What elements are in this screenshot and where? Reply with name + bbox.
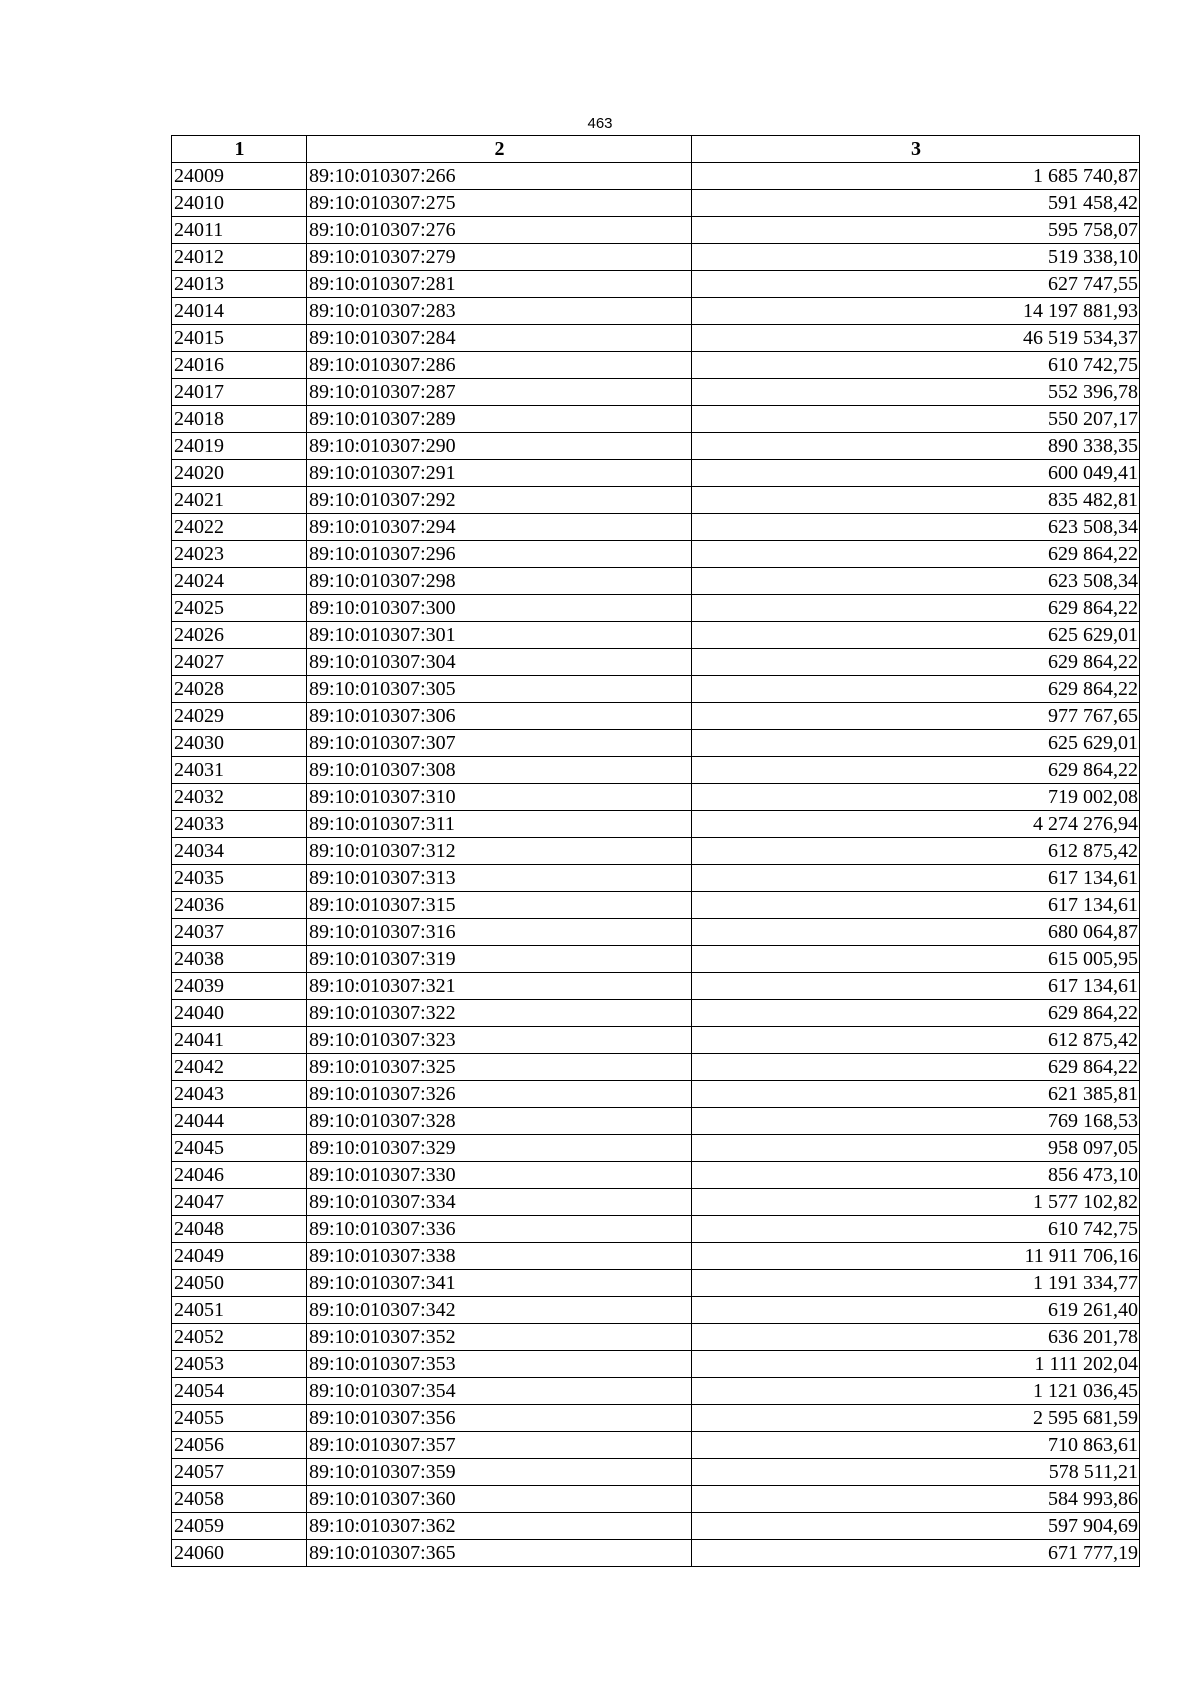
cadastral-number-cell: 89:10:010307:266 bbox=[307, 163, 692, 190]
cadastral-number-cell: 89:10:010307:329 bbox=[307, 1135, 692, 1162]
row-number-cell: 24050 bbox=[172, 1270, 307, 1297]
cadastral-number-cell: 89:10:010307:308 bbox=[307, 757, 692, 784]
value-cell: 584 993,86 bbox=[692, 1486, 1140, 1513]
table-row bbox=[172, 487, 1140, 514]
cadastral-number-cell: 89:10:010307:321 bbox=[307, 973, 692, 1000]
table-row bbox=[172, 1486, 1140, 1513]
cadastral-number-cell: 89:10:010307:336 bbox=[307, 1216, 692, 1243]
value-cell: 615 005,95 bbox=[692, 946, 1140, 973]
row-number-cell: 24010 bbox=[172, 190, 307, 217]
cadastral-number-cell: 89:10:010307:286 bbox=[307, 352, 692, 379]
row-number-cell: 24047 bbox=[172, 1189, 307, 1216]
row-number-cell: 24049 bbox=[172, 1243, 307, 1270]
column-header-2: 2 bbox=[307, 136, 692, 163]
cadastral-number-cell: 89:10:010307:357 bbox=[307, 1432, 692, 1459]
table-row bbox=[172, 541, 1140, 568]
cadastral-number-cell: 89:10:010307:323 bbox=[307, 1027, 692, 1054]
row-number-cell: 24033 bbox=[172, 811, 307, 838]
row-number-cell: 24014 bbox=[172, 298, 307, 325]
value-cell: 680 064,87 bbox=[692, 919, 1140, 946]
cadastral-number-cell: 89:10:010307:365 bbox=[307, 1540, 692, 1567]
cadastral-number-cell: 89:10:010307:362 bbox=[307, 1513, 692, 1540]
cadastral-number-cell: 89:10:010307:312 bbox=[307, 838, 692, 865]
value-cell: 625 629,01 bbox=[692, 622, 1140, 649]
value-cell: 617 134,61 bbox=[692, 973, 1140, 1000]
row-number-cell: 24034 bbox=[172, 838, 307, 865]
value-cell: 623 508,34 bbox=[692, 514, 1140, 541]
cadastral-number-cell: 89:10:010307:359 bbox=[307, 1459, 692, 1486]
table-row bbox=[172, 1297, 1140, 1324]
row-number-cell: 24060 bbox=[172, 1540, 307, 1567]
table-body bbox=[172, 163, 1140, 1567]
value-cell: 578 511,21 bbox=[692, 1459, 1140, 1486]
row-number-cell: 24057 bbox=[172, 1459, 307, 1486]
cadastral-number-cell: 89:10:010307:296 bbox=[307, 541, 692, 568]
row-number-cell: 24035 bbox=[172, 865, 307, 892]
table-row bbox=[172, 1405, 1140, 1432]
table-row bbox=[172, 190, 1140, 217]
cadastral-number-cell: 89:10:010307:330 bbox=[307, 1162, 692, 1189]
cadastral-number-cell: 89:10:010307:283 bbox=[307, 298, 692, 325]
value-cell: 14 197 881,93 bbox=[692, 298, 1140, 325]
cadastral-number-cell: 89:10:010307:300 bbox=[307, 595, 692, 622]
table-row bbox=[172, 1000, 1140, 1027]
column-header-1: 1 bbox=[172, 136, 307, 163]
row-number-cell: 24046 bbox=[172, 1162, 307, 1189]
table-row bbox=[172, 1351, 1140, 1378]
cadastral-number-cell: 89:10:010307:294 bbox=[307, 514, 692, 541]
cadastral-number-cell: 89:10:010307:310 bbox=[307, 784, 692, 811]
cadastral-number-cell: 89:10:010307:311 bbox=[307, 811, 692, 838]
table-row bbox=[172, 1378, 1140, 1405]
row-number-cell: 24011 bbox=[172, 217, 307, 244]
table-row bbox=[172, 568, 1140, 595]
cadastral-number-cell: 89:10:010307:352 bbox=[307, 1324, 692, 1351]
row-number-cell: 24040 bbox=[172, 1000, 307, 1027]
value-cell: 612 875,42 bbox=[692, 838, 1140, 865]
value-cell: 597 904,69 bbox=[692, 1513, 1140, 1540]
page-number: 463 bbox=[587, 115, 613, 132]
table-row bbox=[172, 1054, 1140, 1081]
row-number-cell: 24016 bbox=[172, 352, 307, 379]
row-number-cell: 24059 bbox=[172, 1513, 307, 1540]
table-row bbox=[172, 163, 1140, 190]
table-row bbox=[172, 865, 1140, 892]
cadastral-number-cell: 89:10:010307:353 bbox=[307, 1351, 692, 1378]
row-number-cell: 24042 bbox=[172, 1054, 307, 1081]
table-row bbox=[172, 1081, 1140, 1108]
table-row bbox=[172, 1270, 1140, 1297]
table-row bbox=[172, 1459, 1140, 1486]
row-number-cell: 24054 bbox=[172, 1378, 307, 1405]
row-number-cell: 24024 bbox=[172, 568, 307, 595]
cadastral-number-cell: 89:10:010307:287 bbox=[307, 379, 692, 406]
row-number-cell: 24018 bbox=[172, 406, 307, 433]
row-number-cell: 24036 bbox=[172, 892, 307, 919]
value-cell: 625 629,01 bbox=[692, 730, 1140, 757]
table-row bbox=[172, 622, 1140, 649]
table-row bbox=[172, 1513, 1140, 1540]
cadastral-number-cell: 89:10:010307:334 bbox=[307, 1189, 692, 1216]
table-row bbox=[172, 352, 1140, 379]
row-number-cell: 24043 bbox=[172, 1081, 307, 1108]
table-row bbox=[172, 271, 1140, 298]
table-row bbox=[172, 1243, 1140, 1270]
value-cell: 1 685 740,87 bbox=[692, 163, 1140, 190]
cadastral-number-cell: 89:10:010307:298 bbox=[307, 568, 692, 595]
value-cell: 629 864,22 bbox=[692, 595, 1140, 622]
cadastral-number-cell: 89:10:010307:276 bbox=[307, 217, 692, 244]
table-row bbox=[172, 433, 1140, 460]
row-number-cell: 24029 bbox=[172, 703, 307, 730]
row-number-cell: 24020 bbox=[172, 460, 307, 487]
table-header bbox=[172, 136, 1140, 163]
table-row bbox=[172, 919, 1140, 946]
cadastral-number-cell: 89:10:010307:290 bbox=[307, 433, 692, 460]
cadastral-number-cell: 89:10:010307:307 bbox=[307, 730, 692, 757]
cadastral-number-cell: 89:10:010307:289 bbox=[307, 406, 692, 433]
cadastral-number-cell: 89:10:010307:275 bbox=[307, 190, 692, 217]
table-row bbox=[172, 406, 1140, 433]
value-cell: 629 864,22 bbox=[692, 1054, 1140, 1081]
cadastral-number-cell: 89:10:010307:313 bbox=[307, 865, 692, 892]
cadastral-number-cell: 89:10:010307:328 bbox=[307, 1108, 692, 1135]
table-row bbox=[172, 676, 1140, 703]
table-row bbox=[172, 298, 1140, 325]
row-number-cell: 24030 bbox=[172, 730, 307, 757]
value-cell: 1 121 036,45 bbox=[692, 1378, 1140, 1405]
cadastral-number-cell: 89:10:010307:284 bbox=[307, 325, 692, 352]
row-number-cell: 24038 bbox=[172, 946, 307, 973]
cadastral-number-cell: 89:10:010307:342 bbox=[307, 1297, 692, 1324]
row-number-cell: 24015 bbox=[172, 325, 307, 352]
value-cell: 621 385,81 bbox=[692, 1081, 1140, 1108]
row-number-cell: 24021 bbox=[172, 487, 307, 514]
value-cell: 627 747,55 bbox=[692, 271, 1140, 298]
value-cell: 1 111 202,04 bbox=[692, 1351, 1140, 1378]
table-row bbox=[172, 217, 1140, 244]
table-row bbox=[172, 1135, 1140, 1162]
row-number-cell: 24032 bbox=[172, 784, 307, 811]
table-row bbox=[172, 1324, 1140, 1351]
cadastral-number-cell: 89:10:010307:325 bbox=[307, 1054, 692, 1081]
registry-table bbox=[171, 135, 1140, 1567]
value-cell: 46 519 534,37 bbox=[692, 325, 1140, 352]
table-row bbox=[172, 757, 1140, 784]
cadastral-number-cell: 89:10:010307:315 bbox=[307, 892, 692, 919]
value-cell: 629 864,22 bbox=[692, 541, 1140, 568]
row-number-cell: 24058 bbox=[172, 1486, 307, 1513]
value-cell: 617 134,61 bbox=[692, 892, 1140, 919]
value-cell: 958 097,05 bbox=[692, 1135, 1140, 1162]
row-number-cell: 24027 bbox=[172, 649, 307, 676]
value-cell: 612 875,42 bbox=[692, 1027, 1140, 1054]
value-cell: 719 002,08 bbox=[692, 784, 1140, 811]
value-cell: 550 207,17 bbox=[692, 406, 1140, 433]
table-row bbox=[172, 811, 1140, 838]
value-cell: 629 864,22 bbox=[692, 1000, 1140, 1027]
value-cell: 623 508,34 bbox=[692, 568, 1140, 595]
table-row bbox=[172, 514, 1140, 541]
table-row bbox=[172, 1027, 1140, 1054]
row-number-cell: 24025 bbox=[172, 595, 307, 622]
row-number-cell: 24041 bbox=[172, 1027, 307, 1054]
row-number-cell: 24056 bbox=[172, 1432, 307, 1459]
row-number-cell: 24017 bbox=[172, 379, 307, 406]
cadastral-number-cell: 89:10:010307:292 bbox=[307, 487, 692, 514]
value-cell: 519 338,10 bbox=[692, 244, 1140, 271]
table-row bbox=[172, 1162, 1140, 1189]
cadastral-number-cell: 89:10:010307:301 bbox=[307, 622, 692, 649]
table-row bbox=[172, 244, 1140, 271]
row-number-cell: 24026 bbox=[172, 622, 307, 649]
table-row bbox=[172, 460, 1140, 487]
table-row bbox=[172, 325, 1140, 352]
value-cell: 636 201,78 bbox=[692, 1324, 1140, 1351]
value-cell: 1 577 102,82 bbox=[692, 1189, 1140, 1216]
value-cell: 600 049,41 bbox=[692, 460, 1140, 487]
value-cell: 856 473,10 bbox=[692, 1162, 1140, 1189]
cadastral-number-cell: 89:10:010307:281 bbox=[307, 271, 692, 298]
row-number-cell: 24023 bbox=[172, 541, 307, 568]
table-row bbox=[172, 838, 1140, 865]
value-cell: 629 864,22 bbox=[692, 676, 1140, 703]
header-row bbox=[172, 136, 1140, 163]
column-header-3: 3 bbox=[692, 136, 1140, 163]
cadastral-number-cell: 89:10:010307:291 bbox=[307, 460, 692, 487]
table-row bbox=[172, 649, 1140, 676]
cadastral-number-cell: 89:10:010307:326 bbox=[307, 1081, 692, 1108]
row-number-cell: 24055 bbox=[172, 1405, 307, 1432]
value-cell: 629 864,22 bbox=[692, 757, 1140, 784]
value-cell: 671 777,19 bbox=[692, 1540, 1140, 1567]
row-number-cell: 24053 bbox=[172, 1351, 307, 1378]
value-cell: 617 134,61 bbox=[692, 865, 1140, 892]
value-cell: 4 274 276,94 bbox=[692, 811, 1140, 838]
row-number-cell: 24031 bbox=[172, 757, 307, 784]
value-cell: 591 458,42 bbox=[692, 190, 1140, 217]
row-number-cell: 24009 bbox=[172, 163, 307, 190]
cadastral-number-cell: 89:10:010307:316 bbox=[307, 919, 692, 946]
row-number-cell: 24052 bbox=[172, 1324, 307, 1351]
row-number-cell: 24013 bbox=[172, 271, 307, 298]
row-number-cell: 24019 bbox=[172, 433, 307, 460]
table-row bbox=[172, 379, 1140, 406]
table-row bbox=[172, 784, 1140, 811]
cadastral-number-cell: 89:10:010307:338 bbox=[307, 1243, 692, 1270]
value-cell: 610 742,75 bbox=[692, 1216, 1140, 1243]
table-row bbox=[172, 892, 1140, 919]
table-row bbox=[172, 946, 1140, 973]
row-number-cell: 24028 bbox=[172, 676, 307, 703]
cadastral-number-cell: 89:10:010307:279 bbox=[307, 244, 692, 271]
cadastral-number-cell: 89:10:010307:305 bbox=[307, 676, 692, 703]
row-number-cell: 24012 bbox=[172, 244, 307, 271]
row-number-cell: 24045 bbox=[172, 1135, 307, 1162]
value-cell: 595 758,07 bbox=[692, 217, 1140, 244]
table-row bbox=[172, 1540, 1140, 1567]
cadastral-number-cell: 89:10:010307:360 bbox=[307, 1486, 692, 1513]
table-row bbox=[172, 1108, 1140, 1135]
value-cell: 552 396,78 bbox=[692, 379, 1140, 406]
row-number-cell: 24044 bbox=[172, 1108, 307, 1135]
value-cell: 610 742,75 bbox=[692, 352, 1140, 379]
cadastral-number-cell: 89:10:010307:319 bbox=[307, 946, 692, 973]
table-row bbox=[172, 1189, 1140, 1216]
value-cell: 890 338,35 bbox=[692, 433, 1140, 460]
cadastral-number-cell: 89:10:010307:356 bbox=[307, 1405, 692, 1432]
value-cell: 710 863,61 bbox=[692, 1432, 1140, 1459]
row-number-cell: 24039 bbox=[172, 973, 307, 1000]
row-number-cell: 24051 bbox=[172, 1297, 307, 1324]
row-number-cell: 24037 bbox=[172, 919, 307, 946]
row-number-cell: 24022 bbox=[172, 514, 307, 541]
table-row bbox=[172, 595, 1140, 622]
cadastral-number-cell: 89:10:010307:306 bbox=[307, 703, 692, 730]
value-cell: 1 191 334,77 bbox=[692, 1270, 1140, 1297]
value-cell: 2 595 681,59 bbox=[692, 1405, 1140, 1432]
table-row bbox=[172, 730, 1140, 757]
cadastral-number-cell: 89:10:010307:341 bbox=[307, 1270, 692, 1297]
table-row bbox=[172, 973, 1140, 1000]
value-cell: 769 168,53 bbox=[692, 1108, 1140, 1135]
table-row bbox=[172, 703, 1140, 730]
value-cell: 629 864,22 bbox=[692, 649, 1140, 676]
table-row bbox=[172, 1216, 1140, 1243]
value-cell: 11 911 706,16 bbox=[692, 1243, 1140, 1270]
value-cell: 619 261,40 bbox=[692, 1297, 1140, 1324]
cadastral-number-cell: 89:10:010307:354 bbox=[307, 1378, 692, 1405]
value-cell: 835 482,81 bbox=[692, 487, 1140, 514]
cadastral-number-cell: 89:10:010307:304 bbox=[307, 649, 692, 676]
cadastral-number-cell: 89:10:010307:322 bbox=[307, 1000, 692, 1027]
table-row bbox=[172, 1432, 1140, 1459]
value-cell: 977 767,65 bbox=[692, 703, 1140, 730]
row-number-cell: 24048 bbox=[172, 1216, 307, 1243]
